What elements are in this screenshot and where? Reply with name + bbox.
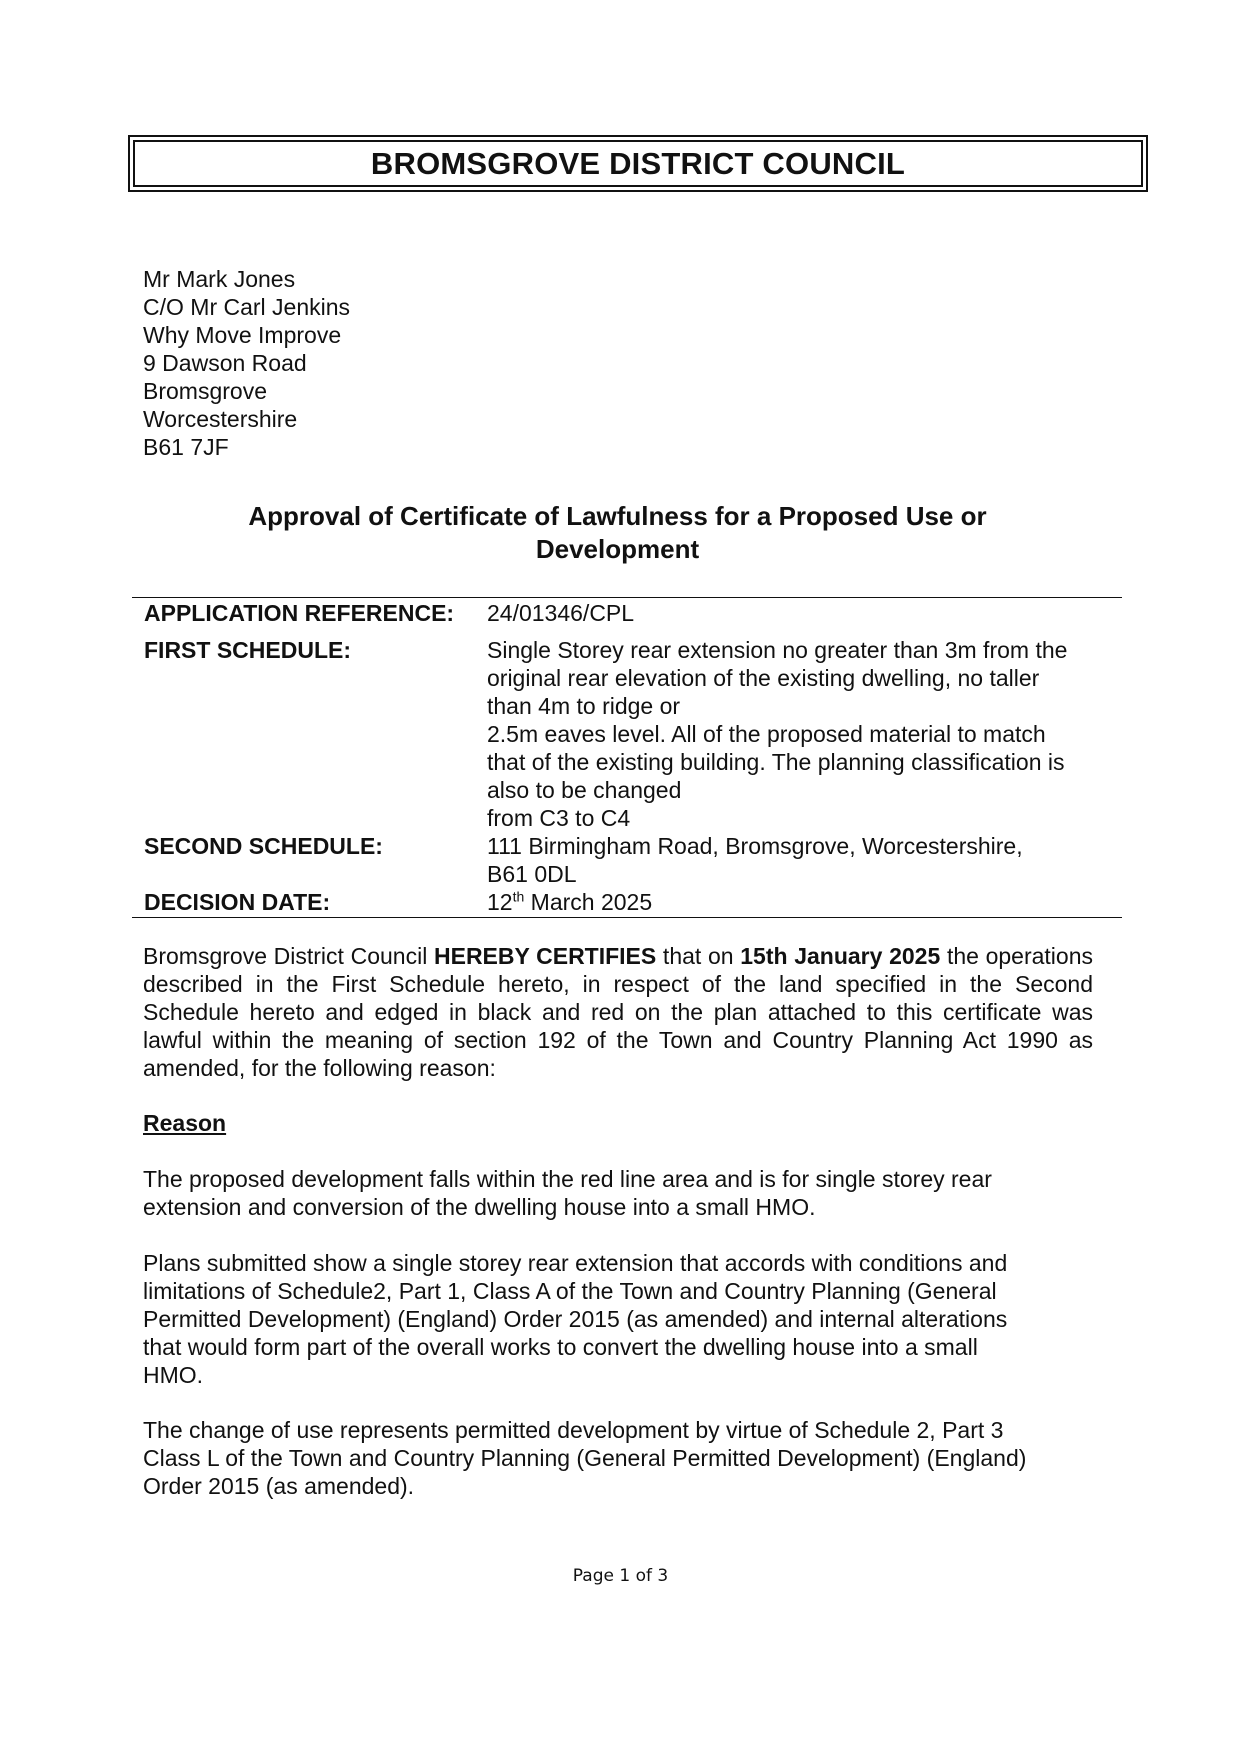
reason-line: Permitted Development) (England) Order 2015 (as amended) and internal alterations [143, 1306, 1008, 1332]
address-line: Worcestershire [143, 406, 298, 432]
reason-paragraph-1 [143, 1165, 1103, 1221]
decision-date-suffix: th [512, 888, 525, 905]
first-schedule-label: FIRST SCHEDULE: [144, 637, 351, 663]
reason-paragraph-3 [143, 1416, 1103, 1500]
address-line: Why Move Improve [143, 322, 342, 348]
reason-line: The change of use represents permitted development by virtue of Schedule 2, Part 3 [143, 1417, 1004, 1443]
reason-line: Order 2015 (as amended). [143, 1473, 415, 1499]
certificate-title-line: Development [535, 534, 700, 564]
first-schedule-line: that of the existing building. The planning classification is [487, 749, 1065, 775]
decision-date-rest: March 2025 [524, 889, 653, 915]
certify-bold-hereby: HEREBY CERTIFIES [434, 943, 657, 969]
address-line: C/O Mr Carl Jenkins [143, 294, 351, 320]
application-reference-label: APPLICATION REFERENCE: [144, 600, 455, 626]
address-line: B61 7JF [143, 434, 229, 460]
council-name: BROMSGROVE DISTRICT COUNCIL [370, 145, 906, 181]
second-schedule-line: B61 0DL [487, 861, 577, 887]
second-schedule-row [132, 832, 1122, 888]
address-line: Bromsgrove [143, 378, 267, 404]
address-line: 9 Dawson Road [143, 350, 307, 376]
certify-text: that on [656, 943, 741, 969]
reason-paragraph-2 [143, 1249, 1103, 1389]
application-reference-row [132, 599, 1122, 627]
certify-bold-date: 15th January 2025 [740, 943, 941, 969]
second-schedule-value [487, 832, 1107, 888]
application-reference-value: 24/01346/CPL [487, 600, 635, 626]
certify-text: the operations described in the First Schedule hereto, in respect of the land specified in the Second Schedule hereto and edged in black and red on the plan attached to this certificate was lawful within the meaning of section 192 of the Town and Country Planning Act 1990 as amended, for the following reason: [143, 943, 1094, 1081]
certificate-title [200, 500, 1035, 566]
first-schedule-line: also to be changed [487, 777, 682, 803]
second-schedule-label: SECOND SCHEDULE: [144, 833, 383, 859]
first-schedule-line: original rear elevation of the existing dwelling, no taller [487, 665, 1040, 691]
decision-date-row [132, 888, 1122, 916]
first-schedule-line: than 4m to ridge or [487, 693, 681, 719]
decision-date-value [487, 888, 1107, 916]
address-line: Mr Mark Jones [143, 266, 296, 292]
decision-date-label: DECISION DATE: [144, 889, 331, 915]
reason-line: Plans submitted show a single storey rear extension that accords with conditions and [143, 1250, 1008, 1276]
reason-line: that would form part of the overall works to convert the dwelling house into a small [143, 1334, 978, 1360]
first-schedule-row [132, 636, 1122, 832]
page-number: Page 1 of 3 [572, 1566, 669, 1586]
recipient-address [143, 265, 350, 461]
certification-paragraph [143, 942, 1093, 1082]
application-details-table [132, 597, 1122, 918]
reason-line: The proposed development falls within the red line area and is for single storey rear [143, 1166, 992, 1192]
reason-line: Class L of the Town and Country Planning (General Permitted Development) (England) [143, 1445, 1027, 1471]
reason-heading: Reason [143, 1110, 227, 1136]
council-header-box [128, 135, 1148, 192]
decision-date-day: 12 [487, 889, 513, 915]
reason-line: limitations of Schedule2, Part 1, Class A of the Town and Country Planning (General [143, 1278, 997, 1304]
first-schedule-line: 2.5m eaves level. All of the proposed material to match [487, 721, 1046, 747]
first-schedule-value [487, 636, 1107, 832]
reason-line: extension and conversion of the dwelling house into a small HMO. [143, 1194, 816, 1220]
first-schedule-line: from C3 to C4 [487, 805, 631, 831]
council-header-inner-border [133, 140, 1143, 187]
certify-text: Bromsgrove District Council [143, 943, 434, 969]
certificate-title-line: Approval of Certificate of Lawfulness for a Proposed Use or [248, 501, 987, 531]
reason-line: HMO. [143, 1362, 204, 1388]
second-schedule-line: 111 Birmingham Road, Bromsgrove, Worcestershire, [487, 833, 1023, 859]
first-schedule-line: Single Storey rear extension no greater than 3m from the [487, 637, 1068, 663]
